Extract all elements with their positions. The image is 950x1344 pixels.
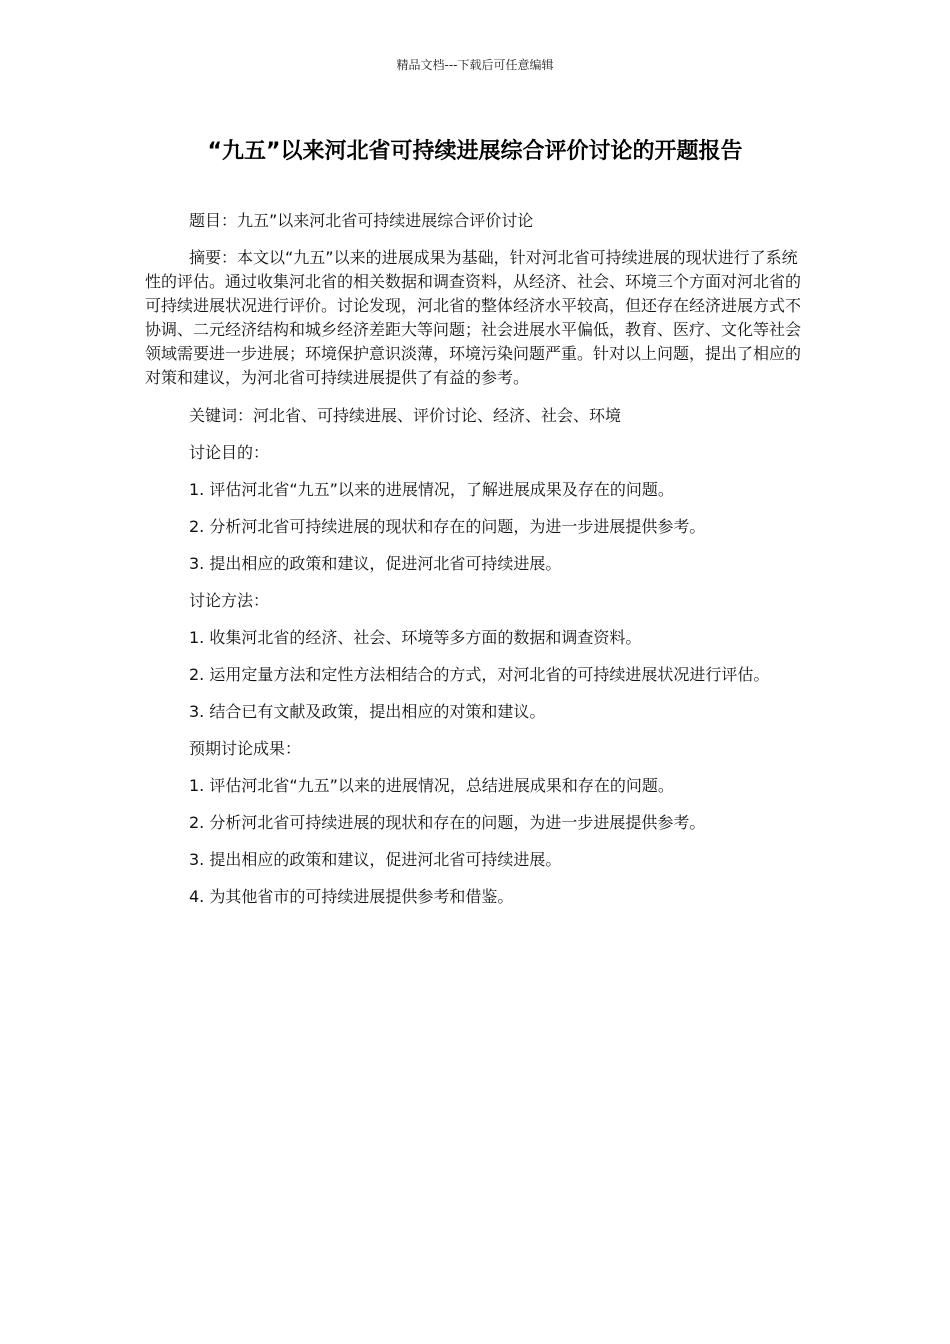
keywords-line: 关键词：河北省、可持续进展、评价讨论、经济、社会、环境: [189, 406, 622, 425]
purpose-item: 3. 提出相应的政策和建议，促进河北省可持续进展。: [189, 554, 562, 573]
methods-item: 1. 收集河北省的经济、社会、环境等多方面的数据和调查资料。: [189, 628, 642, 647]
outcomes-item: 2. 分析河北省可持续进展的现状和存在的问题，为进一步进展提供参考。: [189, 813, 706, 832]
methods-heading: 讨论方法：: [189, 591, 270, 610]
document-body: [145, 209, 805, 922]
methods-item: 2. 运用定量方法和定性方法相结合的方式，对河北省的可持续进展状况进行评估。: [189, 665, 770, 684]
document-title: “九五”以来河北省可持续进展综合评价讨论的开题报告: [207, 139, 743, 164]
abstract-paragraph: 摘要：本文以“九五”以来的进展成果为基础，针对河北省可持续进展的现状进行了系统性的评估。通过收集河北省的相关数据和调查资料，从经济、社会、环境三个方面对河北省的可持续进展状况进行评价。讨论发现，河北省的整体经济水平较高，但还存在经济进展方式不协调、二元经济结构和城乡经济差距大等问题；社会进展水平偏低，教育、医疗、文化等社会领域需要进一步进展；环境保护意识淡薄，环境污染问题严重。针对以上问题，提出了相应的对策和建议，为河北省可持续进展提供了有益的参考。: [145, 248, 802, 387]
outcomes-item: 1. 评估河北省“九五”以来的进展情况，总结进展成果和存在的问题。: [189, 776, 674, 795]
outcomes-item: 3. 提出相应的政策和建议，促进河北省可持续进展。: [189, 850, 562, 869]
outcomes-heading: 预期讨论成果：: [189, 739, 302, 758]
purpose-item: 2. 分析河北省可持续进展的现状和存在的问题，为进一步进展提供参考。: [189, 517, 706, 536]
purpose-heading: 讨论目的：: [189, 443, 270, 462]
outcomes-item: 4. 为其他省市的可持续进展提供参考和借鉴。: [189, 887, 514, 906]
page-header-watermark: 精品文档---下载后可任意编辑: [396, 58, 554, 72]
methods-item: 3. 结合已有文献及政策，提出相应的对策和建议。: [189, 702, 546, 721]
purpose-item: 1. 评估河北省“九五”以来的进展情况，了解进展成果及存在的问题。: [189, 480, 674, 499]
subject-line: 题目：九五”以来河北省可持续进展综合评价讨论: [189, 211, 534, 230]
